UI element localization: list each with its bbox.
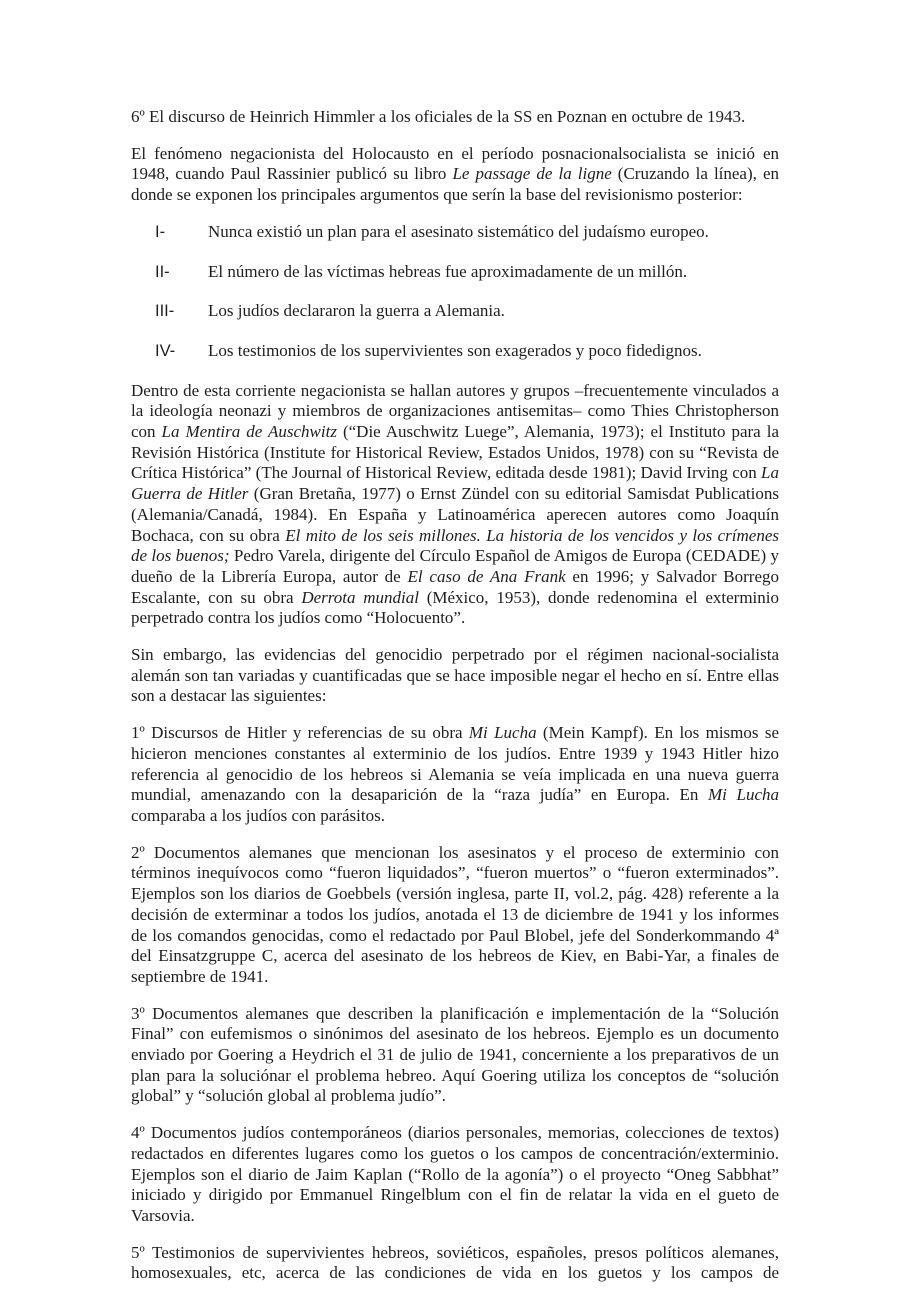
paragraph-evidence-2: 2º Documentos alemanes que mencionan los asesinatos y el proceso de exterminio con términos inequívocos como “fueron liquidados”, “fueron muertos” o “fueron exterminados”. Ejemplos son los diarios de Goebbels (versión inglesa, parte II, vol.2, pág. 428) referente a la decisión de exterminar a todos los judíos, anotada el 13 de diciembre de 1941 y los informes de los comandos genocidas, como el redactado por Paul Blobel, jefe del Sonderkommando 4ª del Einsatzgruppe C, acerca del asesinato de los hebreos de Kiev, en Babi-Yar, a finales de septiembre de 1941. — [131, 842, 779, 986]
list-item-text: Nunca existió un plan para el asesinato sistemático del judaísmo europeo. — [208, 221, 709, 241]
list-item-numeral: II- — [155, 262, 170, 281]
paragraph-evidence-5: 5º Testimonios de supervivientes hebreos, soviéticos, españoles, presos políticos alemanes, homosexuales, etc, acerca de las condiciones de vida en los guetos y los campos de — [131, 1242, 779, 1283]
paragraph-negationist-authors: Dentro de esta corriente negacionista se hallan autores y grupos –frecuentemente vinculados a la ideología neonazi y miembros de organizaciones antisemitas– como Thies Christopherson con La Mentira de Auschwitz (“Die Auschwitz Luege”, Alemania, 1973); el Instituto para la Revisión Histórica (Institute for Historical Review, Estados Unidos, 1978) con su “Revista de Crítica Histórica” (The Journal of Historical Review, editada desde 1981); David Irving con La Guerra de Hitler (Gran Bretaña, 1977) o Ernst Zündel con su editorial Samisdat Publications (Alemania/Canadá, 1984). En España y Latinoamérica aperecen autores como Joaquín Bochaca, con su obra El mito de los seis millones. La historia de los vencidos y los crímenes de los buenos; Pedro Varela, dirigente del Círculo Español de Amigos de Europa (CEDADE) y dueño de la Librería Europa, autor de El caso de Ana Frank en 1996; y Salvador Borrego Escalante, con su obra Derrota mundial (México, 1953), donde redenomina el exterminio perpetrado contra los judíos como “Holocuento”. — [131, 380, 780, 628]
list-item-text: El número de las víctimas hebreas fue aproximadamente de un millón. — [208, 261, 688, 281]
list-item — [131, 301, 779, 322]
paragraph-evidence-3: 3º Documentos alemanes que describen la planificación e implementación de la “Solución Final” con eufemismos o sinónimos del asesinato de los hebreos. Ejemplo es un documento enviado por Goering a Heydrich el 31 de julio de 1941, concerniente a los preparativos de un plan para la soluciónar el problema hebreo. Aquí Goering utiliza los conceptos de “solución global” y “solución global al problema judío”. — [131, 1003, 779, 1106]
list-item — [131, 262, 779, 283]
list-item-text: Los testimonios de los supervivientes son exagerados y poco fidedignos. — [208, 340, 702, 360]
paragraph-himmler-speech: 6º El discurso de Heinrich Himmler a los oficiales de la SS en Poznan en octubre de 1943. — [131, 107, 746, 126]
revisionism-claims-list — [131, 222, 779, 362]
paragraph-rassinier-intro: El fenómeno negacionista del Holocausto en el período posnacionalsocialista se inició en 1948, cuando Paul Rassinier publicó su libro Le passage de la ligne (Cruzando la línea), en donde se exponen los principales argumentos que serín la base del revisionismo posterior: — [131, 143, 779, 205]
list-item — [131, 341, 779, 362]
text-column — [131, 107, 779, 1300]
paragraph-evidence-1: 1º Discursos de Hitler y referencias de su obra Mi Lucha (Mein Kampf). En los mismos se hicieron menciones constantes al exterminio de los judíos. Entre 1939 y 1943 Hitler hizo referencia al genocidio de los hebreos si Alemania se veía implicada en una nueva guerra mundial, amenazando con la desaparición de la “raza judía” en Europa. En Mi Lucha comparaba a los judíos con parásitos. — [131, 723, 779, 825]
list-item-text: Los judíos declararon la guerra a Alemania. — [208, 301, 505, 321]
list-item-numeral: III- — [155, 302, 175, 321]
list-item-numeral: IV- — [155, 341, 176, 360]
paragraph-evidence-intro: Sin embargo, las evidencias del genocidio perpetrado por el régimen nacional-socialista alemán son tan variadas y cuantificadas que se hace imposible negar el hecho en sí. Entre ellas son a destacar las siguientes: — [131, 645, 779, 706]
list-item — [131, 222, 779, 243]
paragraph-evidence-4: 4º Documentos judíos contemporáneos (diarios personales, memorias, colecciones de textos) redactados en diferentes lugares como los guetos o los campos de concentración/exterminio. Ejemplos son el diario de Jaim Kaplan (“Rollo de la agonía”) o el proyecto “Oneg Sabbhat” iniciado y dirigido por Emmanuel Ringelblum con el fin de relatar la vida en el gueto de Varsovia. — [131, 1123, 779, 1225]
list-item-numeral: I- — [155, 222, 166, 241]
